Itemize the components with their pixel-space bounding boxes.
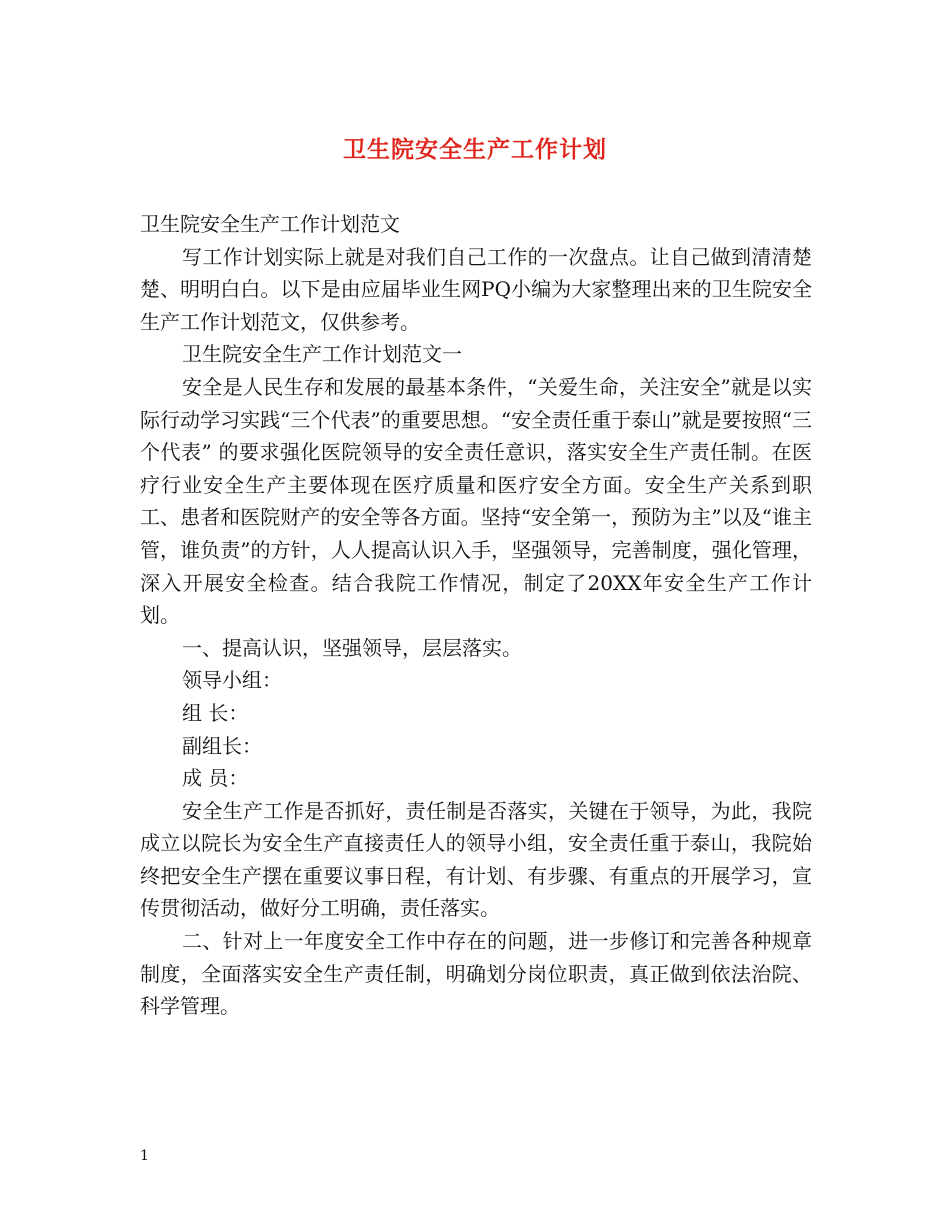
paragraph-leadership-group: 领导小组： <box>182 668 282 693</box>
paragraph-heading-one: 一、提高认识，坚强领导，层层落实。 <box>182 635 522 660</box>
paragraph-heading-two: 二、针对上一年度安全工作中存在的问题，进一步修订和完善各种规章制度，全面落实安全生产责任制，明确划分岗位职责，真正做到依法治院、科学管理。 <box>140 929 812 1019</box>
paragraph-responsibility: 安全生产工作是否抓好，责任制是否落实，关键在于领导，为此，我院成立以院长为安全生产直接责任人的领导小组，安全责任重于泰山，我院始终把安全生产摆在重要议事日程，有计划、有步骤、有重点的开展学习，宣传贯彻活动，做好分工明确，责任落实。 <box>140 798 812 921</box>
document-body <box>140 208 812 1023</box>
paragraph-members: 成 员： <box>182 766 249 791</box>
paragraph-section-heading: 卫生院安全生产工作计划范文一 <box>182 342 462 367</box>
document-title: 卫生院安全生产工作计划 <box>343 136 607 163</box>
paragraph-group-leader: 组 长： <box>182 700 249 725</box>
page-number: 1 <box>140 1148 149 1164</box>
paragraph-intro: 写工作计划实际上就是对我们自己工作的一次盘点。让自己做到清清楚楚、明明白白。以下是由应届毕业生网PQ小编为大家整理出来的卫生院安全生产工作计划范文，仅供参考。 <box>140 244 812 334</box>
document-subtitle: 卫生院安全生产工作计划范文 <box>140 212 400 236</box>
paragraph-safety-principles: 安全是人民生存和发展的最基本条件，“关爱生命，关注安全”就是以实际行动学习实践“三个代表”的重要思想。“安全责任重于泰山”就是要按照“三个代表” 的要求强化医院领导的安全责任意识，落实安全生产责任制。在医疗行业安全生产主要体现在医疗质量和医疗安全方面。安全生产关系到职工、患者和医院财产的安全等各方面。坚持“安全第一，预防为主”以及“谁主管，谁负责”的方针，人人提高认识入手，坚强领导，完善制度，强化管理，深入开展安全检查。结合我院工作情况，制定了20XX年安全生产工作计划。 <box>140 374 812 628</box>
paragraph-deputy-leader: 副组长： <box>182 733 262 758</box>
